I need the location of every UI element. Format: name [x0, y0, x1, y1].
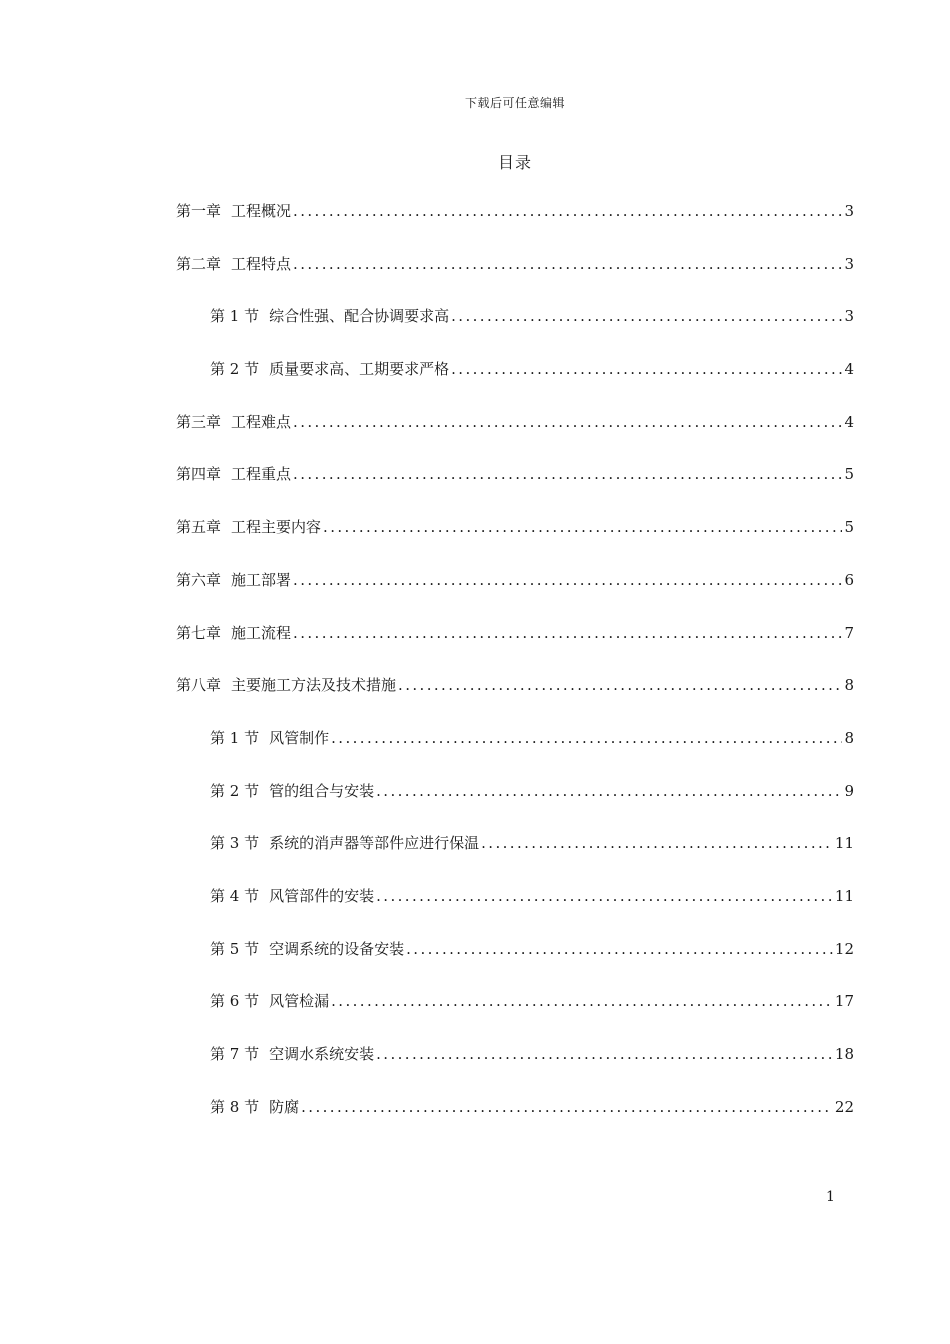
toc-entry-label	[176, 200, 291, 221]
toc-entry-label	[176, 253, 291, 274]
toc-entry-page: 12	[834, 939, 854, 958]
toc-entry-text: 工程特点	[231, 254, 292, 273]
toc-entry[interactable]	[176, 832, 854, 885]
toc-entry-number: 第六章	[176, 570, 222, 589]
toc-entry-page: 11	[834, 886, 854, 905]
toc-entry-label	[210, 780, 374, 801]
toc-leader-dots	[376, 887, 833, 905]
toc-leader-dots	[451, 307, 842, 325]
toc-entry-text: 风管部件的安装	[269, 886, 375, 905]
toc-entry-text: 防腐	[269, 1097, 300, 1116]
toc-leader-dots	[323, 518, 842, 536]
toc-entry[interactable]	[176, 622, 854, 675]
table-of-contents	[176, 200, 854, 1148]
toc-entry-text: 风管检漏	[269, 992, 330, 1011]
toc-entry-page: 11	[834, 834, 854, 853]
toc-entry-page: 5	[844, 518, 854, 537]
toc-entry-text: 管的组合与安装	[269, 781, 375, 800]
toc-entry-label	[176, 411, 291, 432]
toc-entry-number: 第五章	[176, 518, 222, 537]
toc-entry-label	[176, 463, 291, 484]
toc-leader-dots	[331, 992, 833, 1010]
toc-entry[interactable]	[176, 358, 854, 411]
toc-entry-number: 第三章	[176, 412, 222, 431]
toc-leader-dots	[301, 1098, 833, 1116]
toc-title: 目录	[497, 153, 532, 172]
toc-leader-dots	[398, 676, 842, 694]
toc-entry-number: 第 3 节	[210, 834, 260, 853]
toc-entry-label	[210, 1043, 374, 1064]
toc-entry-page: 3	[844, 307, 854, 326]
toc-entry-number: 第 7 节	[210, 1045, 260, 1063]
toc-entry-label	[210, 832, 479, 853]
toc-entry-page: 3	[844, 254, 854, 273]
toc-leader-dots	[293, 571, 842, 589]
toc-leader-dots	[481, 834, 833, 852]
toc-entry-label	[210, 990, 329, 1011]
toc-entry-number: 第 1 节	[210, 728, 260, 747]
page-number: 1	[826, 1189, 835, 1205]
toc-entry-label	[210, 1096, 299, 1117]
toc-entry-text: 施工部署	[231, 570, 292, 589]
toc-entry-label	[210, 885, 374, 906]
toc-entry[interactable]	[176, 990, 854, 1043]
toc-entry-page: 8	[844, 676, 854, 695]
toc-leader-dots	[406, 940, 833, 958]
toc-entry-number: 第 1 节	[210, 307, 260, 326]
toc-entry[interactable]	[176, 674, 854, 727]
toc-entry-page: 18	[834, 1045, 854, 1063]
toc-entry-number: 第七章	[176, 623, 222, 642]
toc-leader-dots	[376, 782, 842, 800]
toc-entry-page: 4	[844, 412, 854, 431]
toc-entry[interactable]	[176, 1096, 854, 1149]
header-note: 下载后可任意编辑	[464, 96, 565, 110]
toc-entry-number: 第 2 节	[210, 781, 260, 800]
toc-entry-number: 第四章	[176, 465, 222, 484]
toc-entry[interactable]	[176, 463, 854, 516]
toc-entry-text: 空调系统的设备安装	[269, 939, 405, 958]
toc-entry[interactable]	[176, 253, 854, 306]
toc-entry-number: 第八章	[176, 676, 222, 695]
toc-entry-label	[176, 569, 291, 590]
toc-entry[interactable]	[176, 885, 854, 938]
toc-entry-text: 工程概况	[231, 202, 292, 220]
toc-entry-number: 第 4 节	[210, 886, 260, 905]
toc-entry-page: 3	[844, 202, 854, 220]
toc-entry[interactable]	[176, 305, 854, 358]
toc-entry-page: 22	[834, 1097, 854, 1116]
toc-entry-number: 第 6 节	[210, 992, 260, 1011]
toc-entry-text: 工程重点	[231, 465, 292, 484]
toc-leader-dots	[331, 729, 842, 747]
toc-entry[interactable]	[176, 780, 854, 833]
toc-entry-number: 第二章	[176, 254, 222, 273]
toc-leader-dots	[376, 1045, 833, 1063]
toc-leader-dots	[451, 360, 842, 378]
toc-entry-label	[210, 938, 404, 959]
toc-leader-dots	[293, 255, 842, 273]
toc-leader-dots	[293, 202, 842, 220]
toc-entry-number: 第一章	[176, 202, 222, 220]
toc-entry-number: 第 2 节	[210, 360, 260, 379]
toc-leader-dots	[293, 465, 842, 483]
toc-entry[interactable]	[176, 727, 854, 780]
toc-entry-label	[210, 358, 449, 379]
toc-entry-page: 8	[844, 728, 854, 747]
toc-leader-dots	[293, 624, 842, 642]
toc-entry-page: 9	[844, 781, 854, 800]
toc-entry-number: 第 8 节	[210, 1097, 260, 1116]
toc-entry[interactable]	[176, 1043, 854, 1096]
toc-entry-page: 17	[834, 992, 854, 1011]
toc-entry-text: 综合性强、配合协调要求高	[269, 307, 450, 326]
toc-entry-page: 7	[844, 623, 854, 642]
toc-entry-page: 6	[844, 570, 854, 589]
toc-entry-text: 主要施工方法及技术措施	[231, 676, 397, 695]
toc-entry-text: 质量要求高、工期要求严格	[269, 360, 450, 379]
toc-entry-label	[176, 622, 291, 643]
toc-entry-label	[176, 674, 396, 695]
toc-entry[interactable]	[176, 200, 854, 253]
toc-leader-dots	[293, 413, 842, 431]
toc-entry-text: 风管制作	[269, 728, 330, 747]
toc-entry-page: 4	[844, 360, 854, 379]
toc-entry-label	[176, 516, 321, 537]
toc-entry-page: 5	[844, 465, 854, 484]
toc-entry-text: 施工流程	[231, 623, 292, 642]
toc-entry[interactable]	[176, 516, 854, 569]
toc-entry[interactable]	[176, 569, 854, 622]
toc-entry-text: 工程难点	[231, 412, 292, 431]
toc-entry-label	[210, 727, 329, 748]
toc-entry-text: 空调水系统安装	[269, 1045, 375, 1063]
toc-entry-label	[210, 305, 449, 326]
toc-entry-text: 系统的消声器等部件应进行保温	[269, 834, 480, 853]
toc-entry-number: 第 5 节	[210, 939, 260, 958]
toc-entry[interactable]	[176, 938, 854, 991]
toc-entry-text: 工程主要内容	[231, 518, 322, 537]
toc-entry[interactable]	[176, 411, 854, 464]
